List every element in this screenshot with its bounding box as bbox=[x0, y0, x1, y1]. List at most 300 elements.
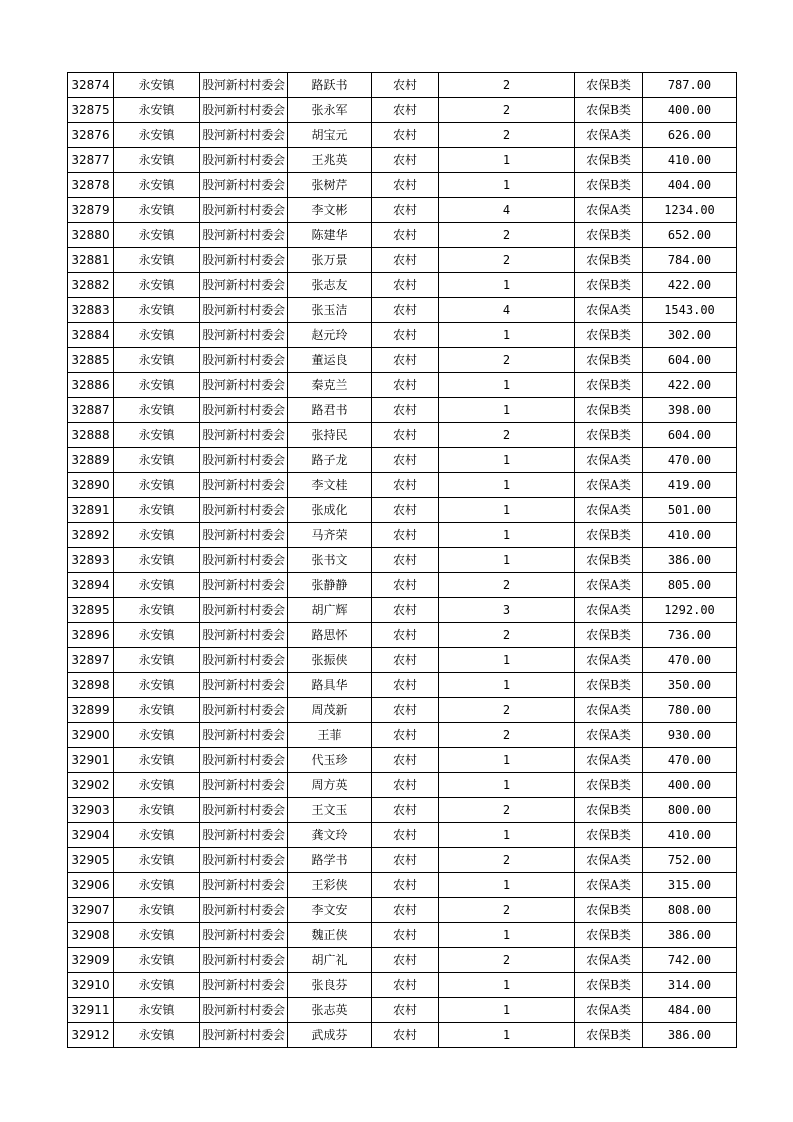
town-cell: 永安镇 bbox=[114, 873, 200, 898]
category-cell: 农保A类 bbox=[575, 873, 643, 898]
table-row bbox=[68, 373, 737, 398]
name-cell: 魏正侠 bbox=[288, 923, 372, 948]
name-cell: 路君书 bbox=[288, 398, 372, 423]
amount-cell: 501.00 bbox=[643, 498, 737, 523]
record-id-cell: 32898 bbox=[68, 673, 114, 698]
table-row bbox=[68, 273, 737, 298]
category-cell: 农保A类 bbox=[575, 948, 643, 973]
town-cell: 永安镇 bbox=[114, 173, 200, 198]
household-count-cell: 1 bbox=[439, 973, 575, 998]
area-type-cell: 农村 bbox=[372, 273, 439, 298]
area-type-cell: 农村 bbox=[372, 473, 439, 498]
amount-cell: 780.00 bbox=[643, 698, 737, 723]
table-row bbox=[68, 348, 737, 373]
area-type-cell: 农村 bbox=[372, 248, 439, 273]
table-row bbox=[68, 523, 737, 548]
category-cell: 农保A类 bbox=[575, 848, 643, 873]
committee-cell: 股河新村村委会 bbox=[200, 748, 288, 773]
household-count-cell: 4 bbox=[439, 298, 575, 323]
table-row bbox=[68, 773, 737, 798]
name-cell: 张振侠 bbox=[288, 648, 372, 673]
household-count-cell: 1 bbox=[439, 873, 575, 898]
area-type-cell: 农村 bbox=[372, 748, 439, 773]
committee-cell: 股河新村村委会 bbox=[200, 948, 288, 973]
name-cell: 张静静 bbox=[288, 573, 372, 598]
amount-cell: 422.00 bbox=[643, 273, 737, 298]
name-cell: 龚文玲 bbox=[288, 823, 372, 848]
amount-cell: 752.00 bbox=[643, 848, 737, 873]
category-cell: 农保A类 bbox=[575, 748, 643, 773]
category-cell: 农保A类 bbox=[575, 573, 643, 598]
record-id-cell: 32875 bbox=[68, 98, 114, 123]
category-cell: 农保B类 bbox=[575, 823, 643, 848]
household-count-cell: 1 bbox=[439, 673, 575, 698]
name-cell: 胡宝元 bbox=[288, 123, 372, 148]
record-id-cell: 32911 bbox=[68, 998, 114, 1023]
town-cell: 永安镇 bbox=[114, 848, 200, 873]
area-type-cell: 农村 bbox=[372, 898, 439, 923]
table-row bbox=[68, 198, 737, 223]
area-type-cell: 农村 bbox=[372, 873, 439, 898]
beneficiary-table bbox=[67, 72, 737, 1048]
table-row bbox=[68, 848, 737, 873]
record-id-cell: 32900 bbox=[68, 723, 114, 748]
amount-cell: 386.00 bbox=[643, 1023, 737, 1048]
record-id-cell: 32907 bbox=[68, 898, 114, 923]
area-type-cell: 农村 bbox=[372, 798, 439, 823]
table-row bbox=[68, 748, 737, 773]
category-cell: 农保B类 bbox=[575, 923, 643, 948]
household-count-cell: 2 bbox=[439, 423, 575, 448]
table-row bbox=[68, 298, 737, 323]
household-count-cell: 1 bbox=[439, 1023, 575, 1048]
record-id-cell: 32884 bbox=[68, 323, 114, 348]
amount-cell: 604.00 bbox=[643, 423, 737, 448]
amount-cell: 422.00 bbox=[643, 373, 737, 398]
table-row bbox=[68, 223, 737, 248]
amount-cell: 652.00 bbox=[643, 223, 737, 248]
amount-cell: 400.00 bbox=[643, 98, 737, 123]
name-cell: 代玉珍 bbox=[288, 748, 372, 773]
household-count-cell: 2 bbox=[439, 723, 575, 748]
table-row bbox=[68, 898, 737, 923]
town-cell: 永安镇 bbox=[114, 548, 200, 573]
committee-cell: 股河新村村委会 bbox=[200, 348, 288, 373]
record-id-cell: 32905 bbox=[68, 848, 114, 873]
town-cell: 永安镇 bbox=[114, 473, 200, 498]
name-cell: 董运良 bbox=[288, 348, 372, 373]
name-cell: 路具华 bbox=[288, 673, 372, 698]
name-cell: 张持民 bbox=[288, 423, 372, 448]
record-id-cell: 32899 bbox=[68, 698, 114, 723]
household-count-cell: 2 bbox=[439, 798, 575, 823]
committee-cell: 股河新村村委会 bbox=[200, 998, 288, 1023]
committee-cell: 股河新村村委会 bbox=[200, 148, 288, 173]
amount-cell: 604.00 bbox=[643, 348, 737, 373]
record-id-cell: 32910 bbox=[68, 973, 114, 998]
name-cell: 路跃书 bbox=[288, 73, 372, 98]
record-id-cell: 32902 bbox=[68, 773, 114, 798]
category-cell: 农保A类 bbox=[575, 698, 643, 723]
table-row bbox=[68, 823, 737, 848]
table-row bbox=[68, 73, 737, 98]
town-cell: 永安镇 bbox=[114, 973, 200, 998]
town-cell: 永安镇 bbox=[114, 598, 200, 623]
record-id-cell: 32887 bbox=[68, 398, 114, 423]
category-cell: 农保B类 bbox=[575, 773, 643, 798]
committee-cell: 股河新村村委会 bbox=[200, 798, 288, 823]
category-cell: 农保B类 bbox=[575, 623, 643, 648]
record-id-cell: 32901 bbox=[68, 748, 114, 773]
record-id-cell: 32878 bbox=[68, 173, 114, 198]
committee-cell: 股河新村村委会 bbox=[200, 898, 288, 923]
amount-cell: 1234.00 bbox=[643, 198, 737, 223]
town-cell: 永安镇 bbox=[114, 948, 200, 973]
area-type-cell: 农村 bbox=[372, 398, 439, 423]
record-id-cell: 32892 bbox=[68, 523, 114, 548]
table-row bbox=[68, 873, 737, 898]
name-cell: 李文彬 bbox=[288, 198, 372, 223]
category-cell: 农保B类 bbox=[575, 373, 643, 398]
committee-cell: 股河新村村委会 bbox=[200, 123, 288, 148]
household-count-cell: 1 bbox=[439, 448, 575, 473]
household-count-cell: 1 bbox=[439, 398, 575, 423]
category-cell: 农保B类 bbox=[575, 898, 643, 923]
area-type-cell: 农村 bbox=[372, 448, 439, 473]
amount-cell: 404.00 bbox=[643, 173, 737, 198]
name-cell: 王兆英 bbox=[288, 148, 372, 173]
area-type-cell: 农村 bbox=[372, 323, 439, 348]
name-cell: 武成芬 bbox=[288, 1023, 372, 1048]
amount-cell: 419.00 bbox=[643, 473, 737, 498]
record-id-cell: 32880 bbox=[68, 223, 114, 248]
category-cell: 农保A类 bbox=[575, 473, 643, 498]
household-count-cell: 1 bbox=[439, 323, 575, 348]
record-id-cell: 32893 bbox=[68, 548, 114, 573]
committee-cell: 股河新村村委会 bbox=[200, 973, 288, 998]
town-cell: 永安镇 bbox=[114, 423, 200, 448]
town-cell: 永安镇 bbox=[114, 723, 200, 748]
name-cell: 路思怀 bbox=[288, 623, 372, 648]
town-cell: 永安镇 bbox=[114, 73, 200, 98]
household-count-cell: 2 bbox=[439, 98, 575, 123]
amount-cell: 930.00 bbox=[643, 723, 737, 748]
town-cell: 永安镇 bbox=[114, 673, 200, 698]
amount-cell: 315.00 bbox=[643, 873, 737, 898]
household-count-cell: 1 bbox=[439, 823, 575, 848]
amount-cell: 470.00 bbox=[643, 748, 737, 773]
name-cell: 王彩侠 bbox=[288, 873, 372, 898]
name-cell: 周方英 bbox=[288, 773, 372, 798]
amount-cell: 386.00 bbox=[643, 548, 737, 573]
committee-cell: 股河新村村委会 bbox=[200, 198, 288, 223]
town-cell: 永安镇 bbox=[114, 1023, 200, 1048]
committee-cell: 股河新村村委会 bbox=[200, 223, 288, 248]
town-cell: 永安镇 bbox=[114, 698, 200, 723]
household-count-cell: 2 bbox=[439, 123, 575, 148]
category-cell: 农保B类 bbox=[575, 148, 643, 173]
town-cell: 永安镇 bbox=[114, 798, 200, 823]
table-row bbox=[68, 498, 737, 523]
table-row bbox=[68, 1023, 737, 1048]
name-cell: 张玉洁 bbox=[288, 298, 372, 323]
area-type-cell: 农村 bbox=[372, 598, 439, 623]
name-cell: 李文桂 bbox=[288, 473, 372, 498]
table-row bbox=[68, 423, 737, 448]
committee-cell: 股河新村村委会 bbox=[200, 448, 288, 473]
household-count-cell: 2 bbox=[439, 898, 575, 923]
category-cell: 农保A类 bbox=[575, 298, 643, 323]
area-type-cell: 农村 bbox=[372, 848, 439, 873]
name-cell: 路学书 bbox=[288, 848, 372, 873]
table-row bbox=[68, 998, 737, 1023]
household-count-cell: 1 bbox=[439, 473, 575, 498]
table-row bbox=[68, 148, 737, 173]
committee-cell: 股河新村村委会 bbox=[200, 523, 288, 548]
committee-cell: 股河新村村委会 bbox=[200, 573, 288, 598]
record-id-cell: 32889 bbox=[68, 448, 114, 473]
committee-cell: 股河新村村委会 bbox=[200, 873, 288, 898]
category-cell: 农保B类 bbox=[575, 398, 643, 423]
area-type-cell: 农村 bbox=[372, 573, 439, 598]
table-row bbox=[68, 698, 737, 723]
name-cell: 张成化 bbox=[288, 498, 372, 523]
area-type-cell: 农村 bbox=[372, 698, 439, 723]
town-cell: 永安镇 bbox=[114, 298, 200, 323]
town-cell: 永安镇 bbox=[114, 998, 200, 1023]
household-count-cell: 1 bbox=[439, 523, 575, 548]
name-cell: 张书文 bbox=[288, 548, 372, 573]
name-cell: 张良芬 bbox=[288, 973, 372, 998]
record-id-cell: 32886 bbox=[68, 373, 114, 398]
household-count-cell: 2 bbox=[439, 248, 575, 273]
area-type-cell: 农村 bbox=[372, 173, 439, 198]
table-row bbox=[68, 98, 737, 123]
table-row bbox=[68, 948, 737, 973]
household-count-cell: 2 bbox=[439, 348, 575, 373]
table-row bbox=[68, 323, 737, 348]
record-id-cell: 32883 bbox=[68, 298, 114, 323]
committee-cell: 股河新村村委会 bbox=[200, 273, 288, 298]
household-count-cell: 1 bbox=[439, 273, 575, 298]
category-cell: 农保A类 bbox=[575, 723, 643, 748]
table-row bbox=[68, 173, 737, 198]
area-type-cell: 农村 bbox=[372, 148, 439, 173]
committee-cell: 股河新村村委会 bbox=[200, 648, 288, 673]
household-count-cell: 2 bbox=[439, 848, 575, 873]
record-id-cell: 32881 bbox=[68, 248, 114, 273]
household-count-cell: 1 bbox=[439, 998, 575, 1023]
category-cell: 农保A类 bbox=[575, 123, 643, 148]
name-cell: 胡广辉 bbox=[288, 598, 372, 623]
amount-cell: 1292.00 bbox=[643, 598, 737, 623]
area-type-cell: 农村 bbox=[372, 1023, 439, 1048]
committee-cell: 股河新村村委会 bbox=[200, 698, 288, 723]
record-id-cell: 32890 bbox=[68, 473, 114, 498]
record-id-cell: 32882 bbox=[68, 273, 114, 298]
name-cell: 张永军 bbox=[288, 98, 372, 123]
category-cell: 农保A类 bbox=[575, 498, 643, 523]
amount-cell: 784.00 bbox=[643, 248, 737, 273]
table-row bbox=[68, 448, 737, 473]
household-count-cell: 3 bbox=[439, 598, 575, 623]
record-id-cell: 32904 bbox=[68, 823, 114, 848]
name-cell: 赵元玲 bbox=[288, 323, 372, 348]
town-cell: 永安镇 bbox=[114, 223, 200, 248]
committee-cell: 股河新村村委会 bbox=[200, 723, 288, 748]
area-type-cell: 农村 bbox=[372, 648, 439, 673]
name-cell: 周茂新 bbox=[288, 698, 372, 723]
name-cell: 秦克兰 bbox=[288, 373, 372, 398]
household-count-cell: 2 bbox=[439, 73, 575, 98]
table-row bbox=[68, 923, 737, 948]
committee-cell: 股河新村村委会 bbox=[200, 248, 288, 273]
table-row bbox=[68, 648, 737, 673]
area-type-cell: 农村 bbox=[372, 223, 439, 248]
committee-cell: 股河新村村委会 bbox=[200, 73, 288, 98]
committee-cell: 股河新村村委会 bbox=[200, 823, 288, 848]
household-count-cell: 1 bbox=[439, 173, 575, 198]
town-cell: 永安镇 bbox=[114, 823, 200, 848]
category-cell: 农保A类 bbox=[575, 198, 643, 223]
committee-cell: 股河新村村委会 bbox=[200, 673, 288, 698]
category-cell: 农保B类 bbox=[575, 273, 643, 298]
record-id-cell: 32906 bbox=[68, 873, 114, 898]
category-cell: 农保A类 bbox=[575, 598, 643, 623]
area-type-cell: 农村 bbox=[372, 373, 439, 398]
household-count-cell: 2 bbox=[439, 223, 575, 248]
name-cell: 王文玉 bbox=[288, 798, 372, 823]
category-cell: 农保B类 bbox=[575, 973, 643, 998]
town-cell: 永安镇 bbox=[114, 98, 200, 123]
category-cell: 农保B类 bbox=[575, 173, 643, 198]
area-type-cell: 农村 bbox=[372, 298, 439, 323]
record-id-cell: 32909 bbox=[68, 948, 114, 973]
town-cell: 永安镇 bbox=[114, 348, 200, 373]
area-type-cell: 农村 bbox=[372, 723, 439, 748]
record-id-cell: 32874 bbox=[68, 73, 114, 98]
town-cell: 永安镇 bbox=[114, 273, 200, 298]
household-count-cell: 2 bbox=[439, 623, 575, 648]
committee-cell: 股河新村村委会 bbox=[200, 598, 288, 623]
area-type-cell: 农村 bbox=[372, 73, 439, 98]
area-type-cell: 农村 bbox=[372, 523, 439, 548]
town-cell: 永安镇 bbox=[114, 573, 200, 598]
area-type-cell: 农村 bbox=[372, 548, 439, 573]
household-count-cell: 1 bbox=[439, 923, 575, 948]
area-type-cell: 农村 bbox=[372, 198, 439, 223]
record-id-cell: 32903 bbox=[68, 798, 114, 823]
amount-cell: 787.00 bbox=[643, 73, 737, 98]
category-cell: 农保B类 bbox=[575, 548, 643, 573]
household-count-cell: 1 bbox=[439, 148, 575, 173]
committee-cell: 股河新村村委会 bbox=[200, 923, 288, 948]
amount-cell: 800.00 bbox=[643, 798, 737, 823]
amount-cell: 805.00 bbox=[643, 573, 737, 598]
amount-cell: 302.00 bbox=[643, 323, 737, 348]
name-cell: 陈建华 bbox=[288, 223, 372, 248]
committee-cell: 股河新村村委会 bbox=[200, 548, 288, 573]
category-cell: 农保B类 bbox=[575, 423, 643, 448]
name-cell: 胡广礼 bbox=[288, 948, 372, 973]
category-cell: 农保B类 bbox=[575, 523, 643, 548]
table-row bbox=[68, 723, 737, 748]
table-row bbox=[68, 673, 737, 698]
record-id-cell: 32885 bbox=[68, 348, 114, 373]
amount-cell: 410.00 bbox=[643, 148, 737, 173]
category-cell: 农保B类 bbox=[575, 248, 643, 273]
committee-cell: 股河新村村委会 bbox=[200, 323, 288, 348]
area-type-cell: 农村 bbox=[372, 123, 439, 148]
town-cell: 永安镇 bbox=[114, 923, 200, 948]
household-count-cell: 1 bbox=[439, 773, 575, 798]
amount-cell: 1543.00 bbox=[643, 298, 737, 323]
area-type-cell: 农村 bbox=[372, 773, 439, 798]
town-cell: 永安镇 bbox=[114, 748, 200, 773]
town-cell: 永安镇 bbox=[114, 523, 200, 548]
name-cell: 路子龙 bbox=[288, 448, 372, 473]
record-id-cell: 32896 bbox=[68, 623, 114, 648]
amount-cell: 410.00 bbox=[643, 823, 737, 848]
name-cell: 张万景 bbox=[288, 248, 372, 273]
category-cell: 农保B类 bbox=[575, 348, 643, 373]
amount-cell: 808.00 bbox=[643, 898, 737, 923]
committee-cell: 股河新村村委会 bbox=[200, 473, 288, 498]
table-row bbox=[68, 398, 737, 423]
household-count-cell: 1 bbox=[439, 648, 575, 673]
table-row bbox=[68, 973, 737, 998]
record-id-cell: 32894 bbox=[68, 573, 114, 598]
amount-cell: 736.00 bbox=[643, 623, 737, 648]
committee-cell: 股河新村村委会 bbox=[200, 373, 288, 398]
town-cell: 永安镇 bbox=[114, 498, 200, 523]
area-type-cell: 农村 bbox=[372, 923, 439, 948]
name-cell: 张志英 bbox=[288, 998, 372, 1023]
amount-cell: 470.00 bbox=[643, 648, 737, 673]
town-cell: 永安镇 bbox=[114, 623, 200, 648]
town-cell: 永安镇 bbox=[114, 398, 200, 423]
record-id-cell: 32891 bbox=[68, 498, 114, 523]
committee-cell: 股河新村村委会 bbox=[200, 423, 288, 448]
amount-cell: 398.00 bbox=[643, 398, 737, 423]
town-cell: 永安镇 bbox=[114, 123, 200, 148]
household-count-cell: 1 bbox=[439, 548, 575, 573]
table-row bbox=[68, 473, 737, 498]
area-type-cell: 农村 bbox=[372, 948, 439, 973]
table-row bbox=[68, 573, 737, 598]
name-cell: 王菲 bbox=[288, 723, 372, 748]
town-cell: 永安镇 bbox=[114, 323, 200, 348]
record-id-cell: 32879 bbox=[68, 198, 114, 223]
record-id-cell: 32876 bbox=[68, 123, 114, 148]
record-id-cell: 32877 bbox=[68, 148, 114, 173]
table-row bbox=[68, 123, 737, 148]
area-type-cell: 农村 bbox=[372, 623, 439, 648]
committee-cell: 股河新村村委会 bbox=[200, 1023, 288, 1048]
town-cell: 永安镇 bbox=[114, 773, 200, 798]
town-cell: 永安镇 bbox=[114, 448, 200, 473]
amount-cell: 410.00 bbox=[643, 523, 737, 548]
table-row bbox=[68, 623, 737, 648]
amount-cell: 386.00 bbox=[643, 923, 737, 948]
category-cell: 农保A类 bbox=[575, 448, 643, 473]
category-cell: 农保B类 bbox=[575, 73, 643, 98]
category-cell: 农保B类 bbox=[575, 1023, 643, 1048]
town-cell: 永安镇 bbox=[114, 198, 200, 223]
household-count-cell: 1 bbox=[439, 498, 575, 523]
category-cell: 农保A类 bbox=[575, 648, 643, 673]
area-type-cell: 农村 bbox=[372, 348, 439, 373]
